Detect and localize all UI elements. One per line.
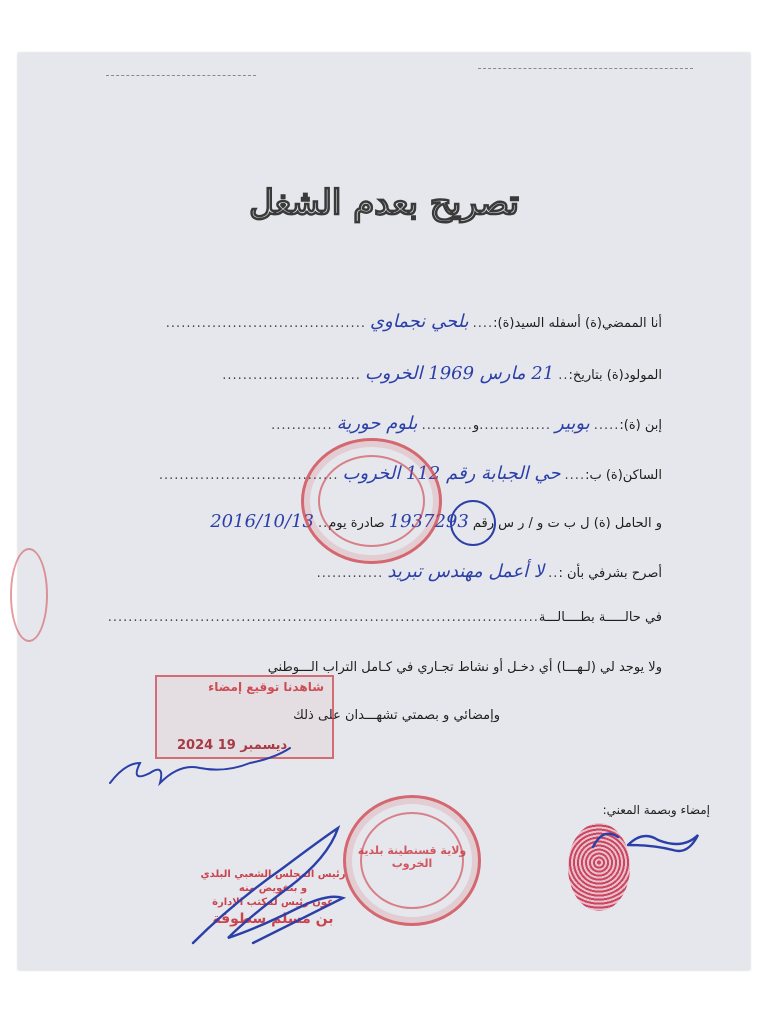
official-line-2: و بتفويض منه <box>238 883 308 894</box>
id-date: 2016/10/13 <box>210 511 314 532</box>
commerce-text: ولا يوجد لي (لـهـــا) أي دخـل أو نشاط تجـاري في كـامل التراب الـــوطني <box>267 660 662 675</box>
id-line: و الحامل (ة) ل ب ت و / ر س رقم 1937293 صادرة يوم .. 2016/10/13 <box>206 511 662 532</box>
residence-label: الساكن(ة) ب: <box>585 468 662 483</box>
unemployment-suffix: في حالـــــة بطــــالـــة <box>538 610 662 625</box>
top-rule-left <box>106 75 256 76</box>
document-title: تصريح بعدم الشغل <box>249 183 519 223</box>
rect-stamp-date: 2024 ديسمبر 19 <box>177 738 288 753</box>
commerce-line <box>268 660 662 675</box>
edge-stamp-fragment <box>10 548 48 642</box>
municipal-round-stamp <box>301 438 442 564</box>
official-line-1: رئيس المجلس الشعبي البلدي <box>200 869 346 880</box>
signer-line: أنا الممضي(ة) أسفله السيد(ة): .... بلحي نجماوي ....................................... <box>165 311 662 332</box>
residence-line: الساكن(ة) ب: .... حي الجبابة رقم 112 الخروب ................................... <box>158 463 662 484</box>
top-rule-right <box>478 68 693 69</box>
id-number: 1937293 <box>388 511 469 532</box>
declare-value: لا أعمل مهندس تبريد <box>387 561 545 582</box>
signer-name: بلحي نجماوي <box>369 311 469 332</box>
wilaya-stamp-text: ولاية قسنطينة بلدية الخروب <box>357 844 467 870</box>
unemployment-line: في حالـــــة بطــــالـــة .................................................................................... <box>107 610 662 625</box>
parent-conjunction: و <box>472 418 480 433</box>
signer-label: أنا الممضي(ة) أسفله السيد(ة): <box>493 316 662 331</box>
declare-line: أصرح بشرفي بأن : .. لا أعمل مهندس تبريد ............. <box>316 561 662 582</box>
id-label: و الحامل (ة) ل ب ت و / ر س رقم <box>472 516 662 531</box>
residence-value: حي الجبابة رقم 112 الخروب <box>342 463 561 484</box>
official-line-4: بن مسلم سطوفة <box>212 911 334 927</box>
official-line-3: عون رئيس لمكتب الإدارة <box>212 897 334 908</box>
witness-text: وإمضائي و بصمتي تشهـــدان على ذلك <box>293 708 500 723</box>
birth-value: 21 مارس 1969 الخروب <box>364 363 555 384</box>
declare-label: أصرح بشرفي بأن : <box>558 566 662 581</box>
legalization-rect-stamp <box>155 675 334 759</box>
fingerprint <box>568 823 630 911</box>
official-signatory-block <box>188 868 358 926</box>
parent-mother: بلوم حورية <box>336 413 418 434</box>
wilaya-round-stamp <box>343 795 481 926</box>
parent-line: إبن (ة): ..... بوبير .............. و .......... بلوم حورية ............ <box>271 413 662 434</box>
birth-label: المولود(ة) بتاريخ: <box>568 368 662 383</box>
document-page <box>18 53 750 970</box>
id-issued-label: صادرة يوم <box>328 516 385 531</box>
parent-father: بوبير <box>555 413 590 434</box>
signature-label: إمضاء وبصمة المعني: <box>602 803 710 817</box>
rect-stamp-header: شاهدنا توقيع إمضاء <box>208 680 324 694</box>
parent-label: إبن (ة): <box>619 418 662 433</box>
birth-line: المولود(ة) بتاريخ: .. 21 مارس 1969 الخروب ........................... <box>222 363 662 384</box>
